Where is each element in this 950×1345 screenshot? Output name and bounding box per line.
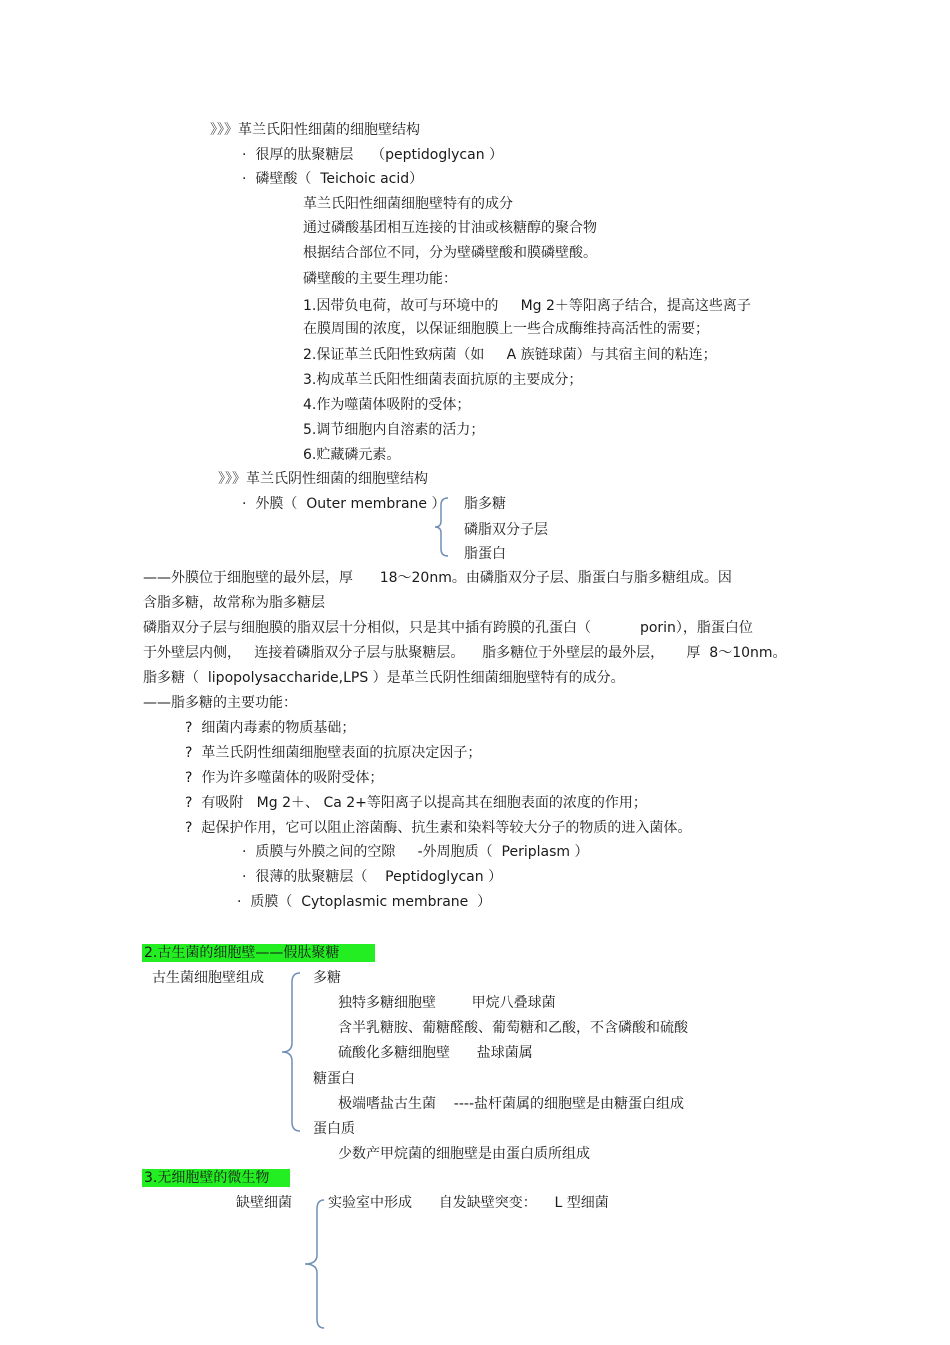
archaea-polysaccharide-1: 独特多糖细胞壁 甲烷八叠球菌 (338, 995, 556, 1011)
teichoic-function-2: 2.保证革兰氏阳性致病菌（如 A 族链球菌）与其宿主间的粘连； (303, 347, 717, 363)
phospholipid-para-a: 磷脂双分子层与细胞膜的脂双层十分相似，只是其中插有跨膜的孔蛋白（ porin），脂蛋白位 (143, 620, 753, 636)
no-wall-section-heading: 3.无细胞壁的微生物 (142, 1169, 290, 1187)
phospholipid-para-c: 脂多糖（ lipopolysaccharide,LPS ）是革兰氏阴性细菌细胞壁特有的成分。 (143, 670, 625, 686)
archaea-glycoprotein: 糖蛋白 (313, 1071, 355, 1087)
bullet-periplasm: · 质膜与外膜之间的空隙 -外周胞质（ Periplasm ） (242, 844, 589, 860)
teichoic-desc-3: 根据结合部位不同，分为壁磷壁酸和膜磷壁酸。 (303, 245, 597, 261)
archaea-protein-1: 少数产甲烷菌的细胞壁是由蛋白质所组成 (338, 1146, 590, 1162)
archaea-polysaccharide: 多糖 (313, 970, 341, 986)
outer-membrane-item-lipoprotein: 脂蛋白 (464, 546, 506, 562)
lps-function-3: ? 作为许多噬菌体的吸附受体； (185, 770, 384, 786)
archaea-brace (280, 970, 304, 1134)
teichoic-function-1a: 1.因带负电荷，故可与环境中的 Mg 2＋等阳离子结合，提高这些离子 (303, 298, 751, 314)
teichoic-desc-1: 革兰氏阳性细菌细胞壁特有的成分 (303, 196, 513, 212)
wall-deficient-brace (302, 1197, 326, 1331)
outer-membrane-item-lps: 脂多糖 (464, 496, 506, 512)
teichoic-function-3: 3.构成革兰氏阳性细菌表面抗原的主要成分； (303, 372, 583, 388)
bullet-peptidoglycan-thick: · 很厚的肽聚糖层 （peptidoglycan ） (242, 147, 504, 163)
lps-function-4: ? 有吸附 Mg 2＋、 Ca 2+等阳离子以提高其在细胞表面的浓度的作用； (185, 795, 647, 811)
phospholipid-para-b: 于外壁层内侧， 连接着磷脂双分子层与肽聚糖层。 脂多糖位于外壁层的最外层， 厚 8～10nm。 (143, 645, 787, 661)
teichoic-function-title: 磷壁酸的主要生理功能： (303, 271, 457, 287)
archaea-wall-label: 古生菌细胞壁组成 (152, 970, 264, 986)
bullet-peptidoglycan-thin: · 很薄的肽聚糖层（ Peptidoglycan ） (242, 869, 503, 885)
outer-membrane-item-phospholipid: 磷脂双分子层 (464, 522, 548, 538)
teichoic-function-5: 5.调节细胞内自溶素的活力； (303, 422, 485, 438)
bullet-teichoic-acid: · 磷壁酸（ Teichoic acid） (242, 171, 424, 187)
wall-deficient-label: 缺壁细菌 (236, 1195, 292, 1211)
bullet-outer-membrane: · 外膜（ Outer membrane ） (242, 496, 446, 512)
teichoic-function-6: 6.贮藏磷元素。 (303, 447, 401, 463)
lps-function-1: ? 细菌内毒素的物质基础； (185, 720, 356, 736)
archaea-polysaccharide-2: 含半乳糖胺、葡糖醛酸、葡萄糖和乙酸，不含磷酸和硫酸 (338, 1020, 688, 1036)
gram-positive-heading: 》》》革兰氏阳性细菌的细胞壁结构 (210, 122, 420, 138)
lps-function-2: ? 革兰氏阴性细菌细胞壁表面的抗原决定因子； (185, 745, 482, 761)
archaea-glycoprotein-1: 极端嗜盐古生菌 ----盐杆菌属的细胞壁是由糖蛋白组成 (338, 1096, 685, 1112)
lps-function-title: ——脂多糖的主要功能： (143, 695, 297, 711)
outer-membrane-para-1b: 含脂多糖，故常称为脂多糖层 (143, 595, 325, 611)
archaea-section-heading: 2.古生菌的细胞壁——假肽聚糖 (142, 944, 375, 962)
teichoic-desc-2: 通过磷酸基团相互连接的甘油或核糖醇的聚合物 (303, 220, 597, 236)
outer-membrane-para-1a: ——外膜位于细胞壁的最外层，厚 18～20nm。由磷脂双分子层、脂蛋白与脂多糖组成。因 (143, 570, 732, 586)
archaea-protein: 蛋白质 (313, 1121, 355, 1137)
lps-function-5: ? 起保护作用，它可以阻止溶菌酶、抗生素和染料等较大分子的物质的进入菌体。 (185, 820, 692, 836)
archaea-polysaccharide-3: 硫酸化多糖细胞壁 盐球菌属 (338, 1045, 533, 1061)
bullet-cytoplasmic-membrane: · 质膜（ Cytoplasmic membrane ） (237, 894, 492, 910)
outer-membrane-brace (434, 496, 450, 558)
wall-deficient-item-1: 实验室中形成 自发缺壁突变： L 型细菌 (328, 1195, 609, 1211)
teichoic-function-4: 4.作为噬菌体吸附的受体； (303, 397, 471, 413)
gram-negative-heading: 》》》革兰氏阴性细菌的细胞壁结构 (218, 471, 428, 487)
teichoic-function-1b: 在膜周围的浓度，以保证细胞膜上一些合成酶维持高活性的需要； (303, 321, 709, 337)
